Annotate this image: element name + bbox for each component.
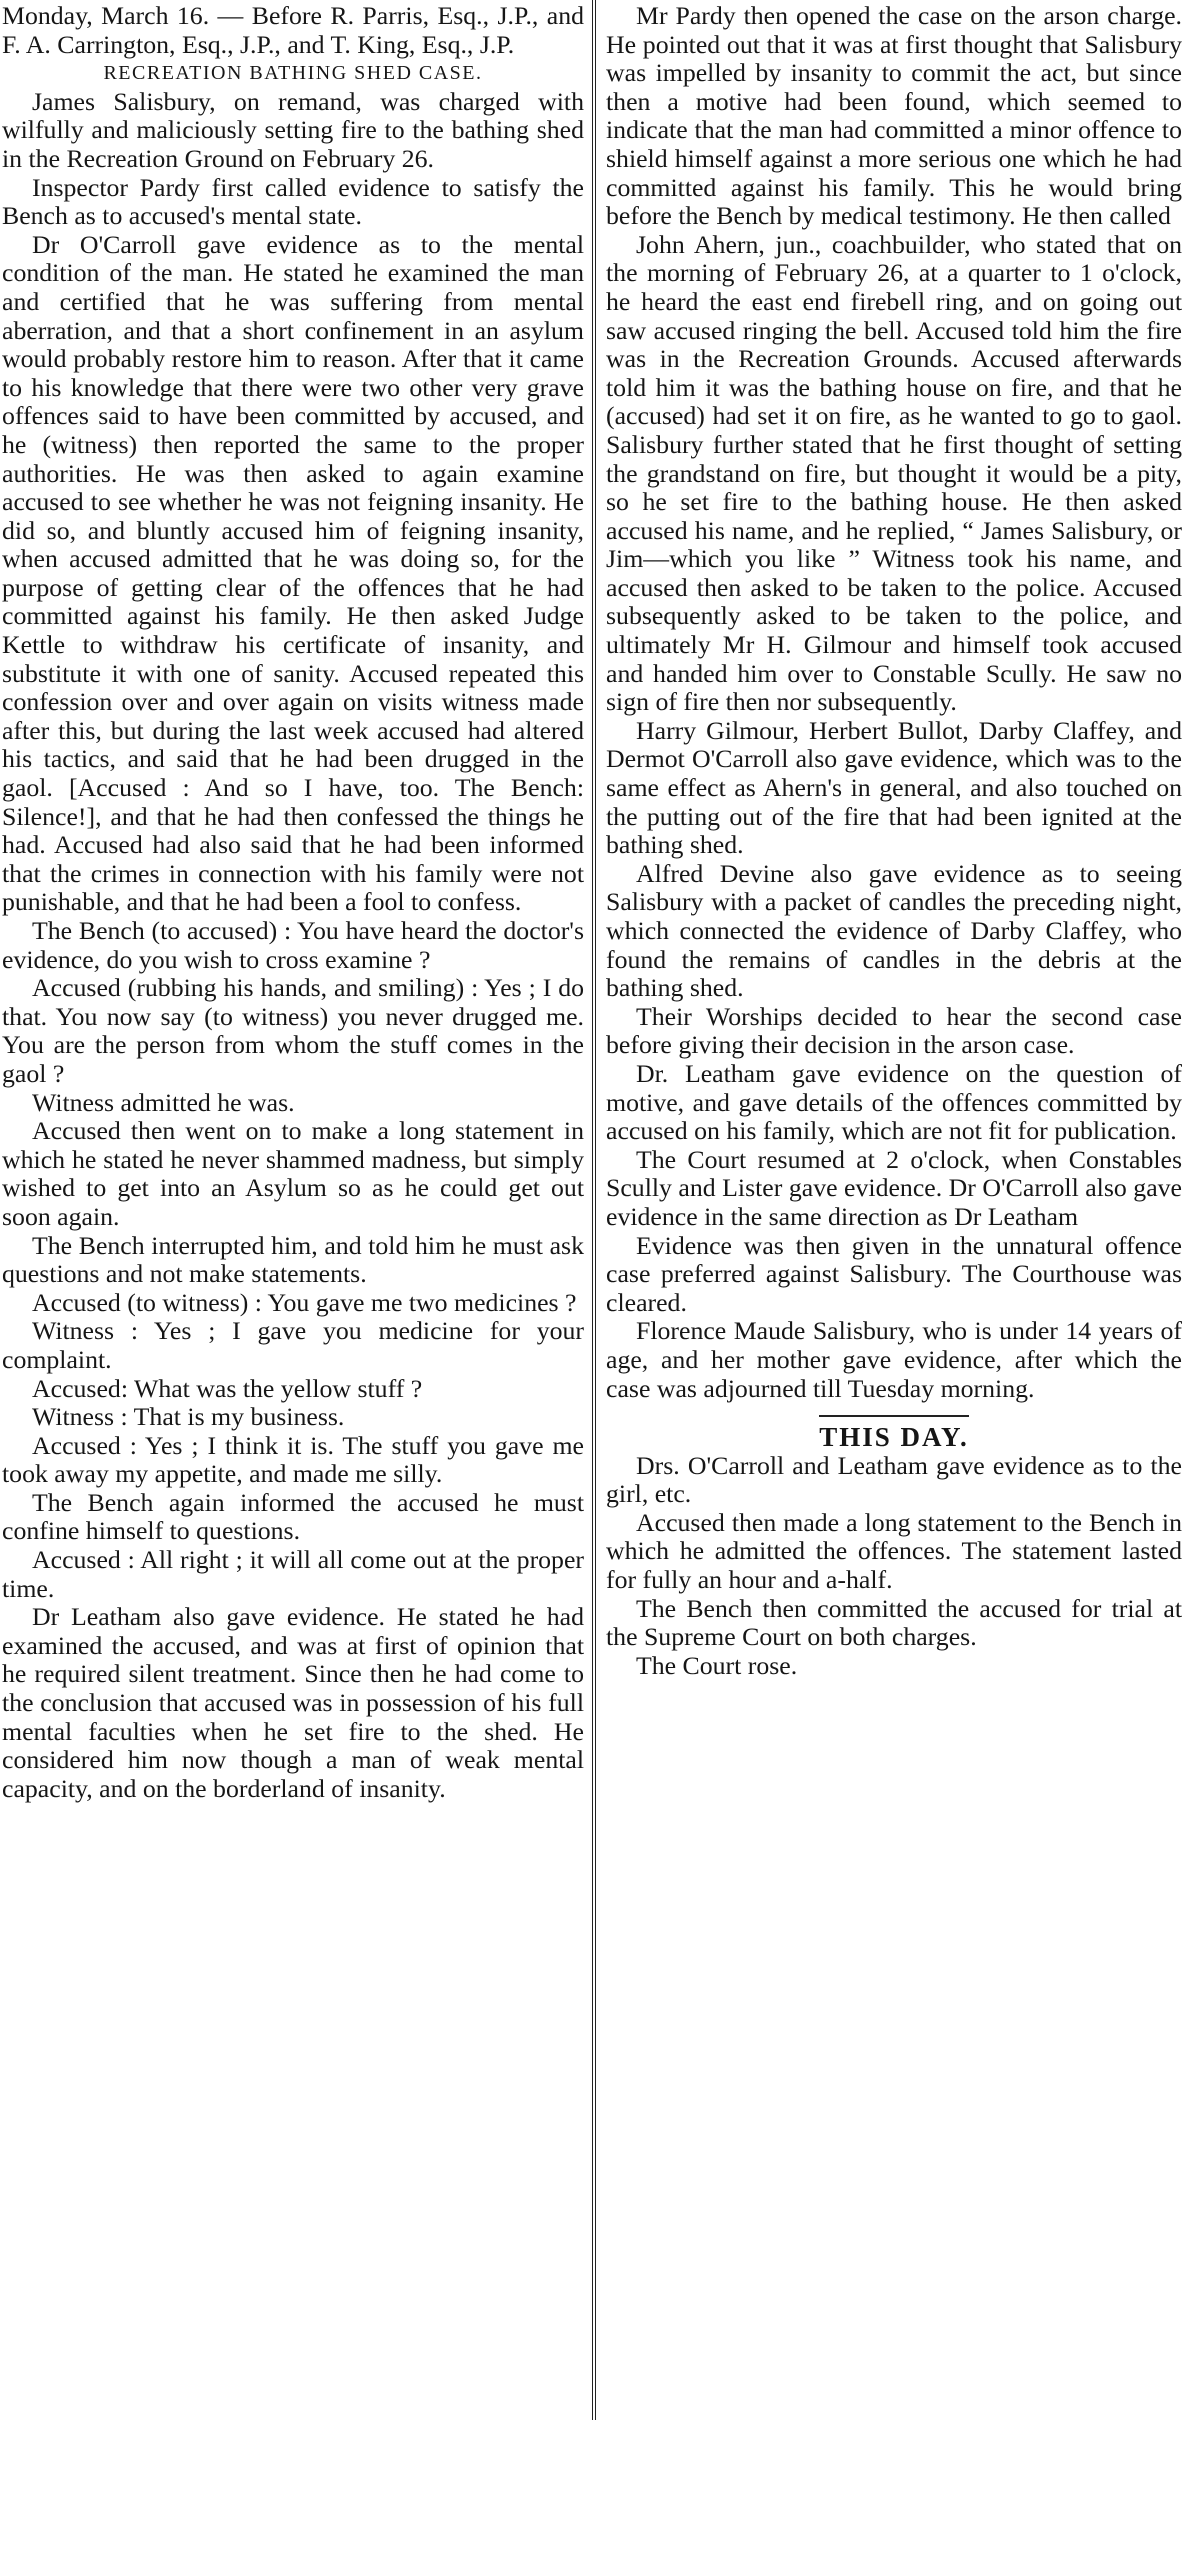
paragraph: Accused then went on to make a long statement in which he stated he never shammed madness, but simply wished to get into an Asylum so as he could get out soon again. <box>2 1116 584 1231</box>
section-rule <box>819 1415 969 1417</box>
paragraph: Witness : That is my business. <box>32 1402 345 1432</box>
paragraph: Witness admitted he was. <box>32 1087 295 1117</box>
paragraph: Witness : Yes ; I gave you medicine for your complaint. <box>2 1316 584 1374</box>
paragraph: Accused (to witness) : You gave me two medicines ? <box>32 1287 577 1317</box>
right-column <box>606 2 1182 1680</box>
paragraph: Accused then made a long statement to the Bench in which he admitted the offences. The statement lasted for fully an hour and a-half. <box>606 1507 1182 1595</box>
paragraph: The Bench again informed the accused he must confine himself to questions. <box>2 1487 584 1546</box>
paragraph: The Bench (to accused) : You have heard the doctor's evidence, do you wish to cross examine ? <box>2 916 584 974</box>
section-heading: THIS DAY. <box>819 1422 969 1453</box>
paragraph: The Bench then committed the accused for trial at the Supreme Court on both charges. <box>606 1593 1182 1652</box>
paragraph: Evidence was then given in the unnatural offence case preferred against Salisbury. The Courthouse was cleared. <box>606 1230 1182 1317</box>
paragraph: Mr Pardy then opened the case on the arson charge. He pointed out that it was at first thought that Salisbury was impelled by insanity to commit the act, but since then a motive had been found, which seemed to indicate that the man had committed a minor offence to shield himself against a more serious one which he had committed against his family. This he would bring before the Bench by medical testimony. He then called <box>606 1 1182 231</box>
paragraph: The Court rose. <box>636 1650 798 1680</box>
paragraph: The Bench interrupted him, and told him he must ask questions and not make statements. <box>2 1230 584 1289</box>
paragraph: Dr Leatham also gave evidence. He stated he had examined the accused, and was at first of opinion that he required silent treatment. Since then he had come to the conclusion that accused was in possession of his full mental faculties when he set fire to the shed. He considered him now though a man of weak mental capacity, and on the borderland of insanity. <box>2 1602 584 1803</box>
paragraph: Dr. Leatham gave evidence on the question of motive, and gave details of the offences committed by accused on his family, which are not fit for publication. <box>606 1058 1182 1146</box>
paragraph: Dr O'Carroll gave evidence as to the mental condition of the man. He stated he examined the man and certified that he was suffering from mental aberration, and that a short confinement in an asylum would probably restore him to reason. After that it came to his knowledge that there were two other very grave offences said to have been committed by accused, and he (witness) then reported the same to the proper authorities. He was then asked to again examine accused to see whether he was not feigning insanity. He did so, and bluntly accused him of feigning insanity, when accused admitted that he was doing so, for the purpose of getting clear of the offences that he had committed against his family. He then asked Judge Kettle to withdraw his certificate of insanity, and substitute it with one of sanity. Accused repeated this confession over and over again on visits witness made after this, but during the last week accused had altered his tactics, and said that he had been drugged in the gaol. [Accused : And so I have, too. The Bench: Silence!], and that he had then confessed the things he had. Accused had also said that he had been informed that the crimes in connection with his family were not punishable, and that he had been a fool to confess. <box>2 229 584 917</box>
paragraph: Alfred Devine also gave evidence as to seeing Salisbury with a packet of candles the preceding night, which connected the evidence of Darby Claffey, who found the remains of candles in the debris at the bathing shed. <box>606 858 1182 1003</box>
dateline: Monday, March 16. — Before R. Parris, Esq., J.P., and F. A. Carrington, Esq., J.P., and T. King, Esq., J.P. <box>2 1 584 59</box>
paragraph: Inspector Pardy first called evidence to satisfy the Bench as to accused's mental state. <box>2 172 584 231</box>
left-column <box>2 2 584 1803</box>
paragraph: Accused: What was the yellow stuff ? <box>32 1373 423 1403</box>
paragraph: Accused : All right ; it will all come out at the proper time. <box>2 1545 584 1603</box>
paragraph: Accused : Yes ; I think it is. The stuff you gave me took away my appetite, and made me silly. <box>2 1430 584 1489</box>
paragraph: Drs. O'Carroll and Leatham gave evidence as to the girl, etc. <box>606 1450 1182 1509</box>
column-divider <box>592 0 596 2420</box>
case-subhead: RECREATION BATHING SHED CASE. <box>103 62 483 85</box>
paragraph: Their Worships decided to hear the second case before giving their decision in the arson case. <box>606 1001 1182 1060</box>
paragraph: Florence Maude Salisbury, who is under 14 years of age, and her mother gave evidence, after which the case was adjourned till Tuesday morning. <box>606 1316 1182 1403</box>
paragraph: John Ahern, jun., coachbuilder, who stated that on the morning of February 26, at a quarter to 1 o'clock, he heard the east end firebell ring, and on going out saw accused ringing the bell. Accused told him the fire was in the Recreation Grounds. Accused afterwards told him it was the bathing house on fire, and that he (accused) had set it on fire, as he wanted to go to gaol. Salisbury further stated that he first thought of setting the grandstand on fire, but thought it would be a pity, so he set fire to the bathing house. He then asked accused his name, and he replied, “ James Salisbury, or Jim—which you like ” Witness took his name, and accused then asked to be taken to the police. Accused subsequently asked to be taken to the police, and ultimately Mr H. Gilmour and himself took accused and handed him over to Constable Scully. He saw no sign of fire then nor subsequently. <box>606 229 1182 717</box>
paragraph: The Court resumed at 2 o'clock, when Constables Scully and Lister gave evidence. Dr O'Carroll also gave evidence in the same direction as Dr Leatham <box>606 1144 1182 1231</box>
paragraph: James Salisbury, on remand, was charged with wilfully and maliciously setting fire to the bathing shed in the Recreation Ground on February 26. <box>2 86 584 173</box>
paragraph: Accused (rubbing his hands, and smiling) : Yes ; I do that. You now say (to witness) you never drugged me. You are the person from whom the stuff comes in the gaol ? <box>2 973 584 1088</box>
paragraph: Harry Gilmour, Herbert Bullot, Darby Claffey, and Dermot O'Carroll also gave evidence, which was to the same effect as Ahern's in general, and also touched on the putting out of the fire that had been ignited at the bathing shed. <box>606 715 1182 860</box>
